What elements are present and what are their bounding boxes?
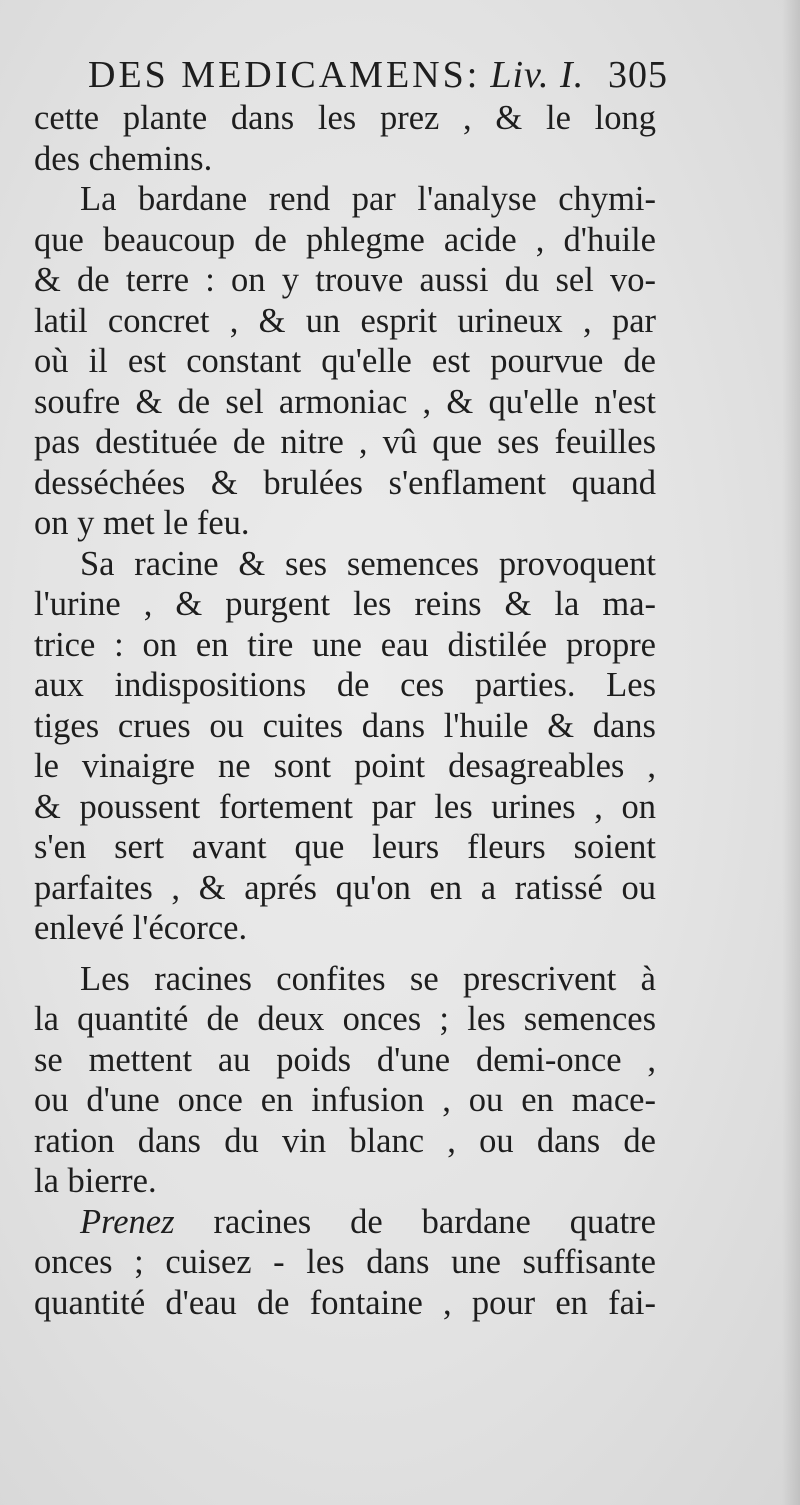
text-line: cette plante dans les prez , & le long xyxy=(34,99,656,137)
text-line: on y met le feu. xyxy=(34,504,250,542)
page-edge-shadow xyxy=(782,0,800,1505)
text-line-with-italic-lead xyxy=(34,1202,656,1243)
body-text xyxy=(34,98,656,1323)
text-line: la quantité de deux onces ; les semences xyxy=(34,1000,656,1038)
text-line: enlevé l'écorce. xyxy=(34,909,248,947)
text-line: La bardane rend par l'analyse chymi- xyxy=(80,180,656,218)
text-line: quantité d'eau de fontaine , pour en fai- xyxy=(34,1283,656,1322)
running-header xyxy=(88,52,668,98)
text-line: Les racines confites se prescrivent à xyxy=(80,959,656,998)
text-line: tiges crues ou cuites dans l'huile & dans xyxy=(34,706,656,745)
paragraph-gap xyxy=(34,949,656,959)
text-line: & poussent fortement par les urines , on xyxy=(34,787,656,826)
text-line: l'urine , & purgent les reins & la ma- xyxy=(34,585,656,623)
text-line: ration dans du vin blanc , ou dans de xyxy=(34,1121,656,1160)
text-line: trice : on en tire une eau distilée propre xyxy=(34,625,656,664)
text-line: onces ; cuisez - les dans une suffisante xyxy=(34,1243,656,1281)
text-line: le vinaigre ne sont point desagreables , xyxy=(34,747,656,785)
line-rest: racines de bardane quatre xyxy=(174,1202,656,1241)
running-title: DES MEDICAMENS: xyxy=(88,54,481,96)
italic-lead-word: Prenez xyxy=(80,1202,175,1241)
text-line: des chemins. xyxy=(34,139,213,178)
text-line: où il est constant qu'elle est pourvue de xyxy=(34,342,656,380)
text-line: latil concret , & un esprit urineux , par xyxy=(34,301,656,340)
text-line: pas destituée de nitre , vû que ses feuilles xyxy=(34,423,656,461)
text-line: que beaucoup de phlegme acide , d'huile xyxy=(34,220,656,259)
text-line: & de terre : on y trouve aussi du sel vo- xyxy=(34,261,656,299)
text-line: la bierre. xyxy=(34,1162,157,1200)
text-line: soufre & de sel armoniac , & qu'elle n'est xyxy=(34,382,656,421)
page-number: 305 xyxy=(608,54,668,96)
text-line: Sa racine & ses semences provoquent xyxy=(80,544,656,583)
text-line: ou d'une once en infusion , ou en mace- xyxy=(34,1081,656,1119)
text-line: aux indispositions de ces parties. Les xyxy=(34,666,656,704)
text-line: parfaites , & aprés qu'on en a ratissé ou xyxy=(34,868,656,907)
text-line: s'en sert avant que leurs fleurs soient xyxy=(34,828,656,866)
text-line: desséchées & brulées s'enflament quand xyxy=(34,463,656,502)
book-reference: Liv. I. xyxy=(490,54,585,96)
text-line: se mettent au poids d'une demi-once , xyxy=(34,1040,656,1079)
